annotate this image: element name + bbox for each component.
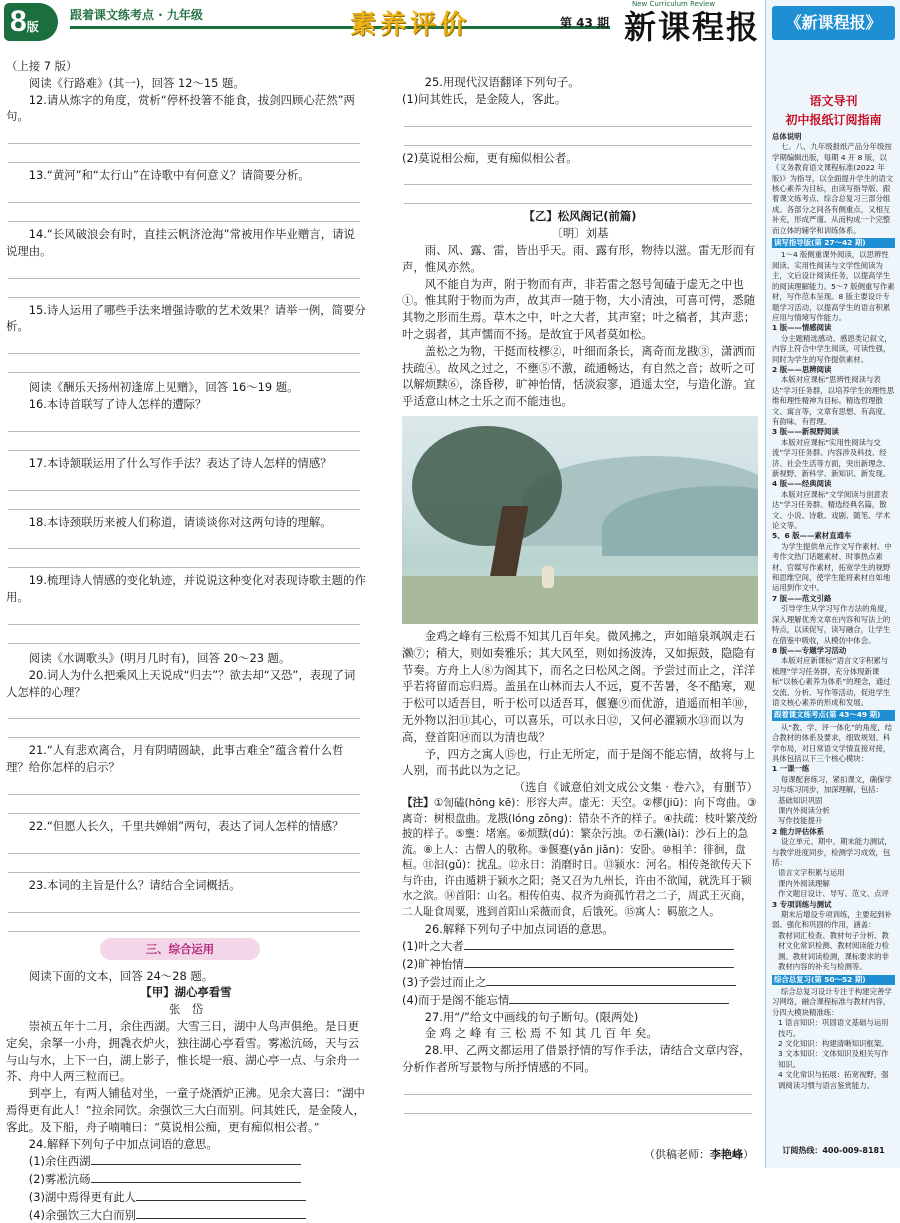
question-24: 24.解释下列句子中加点词语的意思。 (28, 1136, 218, 1151)
sidebar-text: 设立单元、期中、期末能力测试，与教学进度同步，检测学习成效，包括： (772, 837, 892, 868)
answer-line[interactable] (8, 354, 360, 373)
overview-text: 七、八、九年级报纸产品分年级按学期编辑出版，每期 4 开 8 版，以《义务教育语文课程标准(2022 年版)》为指导，以全面提升学生的语文核心素养为目标，由读写指导版、跟着课文练考点、综合总复习三部分组成。各部分之间各有侧重点，又相互补充，形成严谨、从而构成一个完整而立体的辅学和训练体系。 (772, 142, 894, 235)
question-25: 25.用现代汉语翻译下列句子。 (424, 75, 580, 89)
passage-yi-title: 【乙】松风阁记(前篇) (523, 209, 637, 224)
question-14: 14.“长风破浪会有时，直挂云帆济沧海”常被用作毕业赠言，请说说理由。 (6, 226, 355, 258)
answer-line[interactable] (8, 413, 360, 432)
question-20: 20.词人为什么把乘风上天说成“归去”？欲去却“又恐”，表现了词人怎样的心理？ (6, 667, 356, 699)
q26-item-2 (402, 955, 758, 973)
q24-item-2 (6, 1170, 366, 1188)
sidebar-text: 为学生提供单元作文写作素材、中考作文热门话题素材、时事热点素材、官媒写作素材，拓宽学生的视野和思维空间，使学生能将素材自如地运用到作文中。 (772, 541, 892, 593)
answer-line[interactable] (404, 127, 752, 146)
passage-jia-p2: 到亭上，有两人铺毡对坐，一童子烧酒炉正沸。见余大喜曰：“湖中焉得更有此人！”拉余同饮。余强饮三大白而别。问其姓氏，是金陵人，客此。及下船，舟子喃喃曰：“莫说相公痴，更有痴似相公者。” (6, 1086, 365, 1134)
answer-blank[interactable] (486, 973, 736, 986)
sidebar-subhead: 3 版——新视野阅读 (772, 427, 839, 437)
answer-line[interactable] (8, 549, 360, 568)
sidebar-subhead: 1 一课一练 (772, 764, 810, 774)
q25-item-1: (1)问其姓氏，是金陵人，客此。 (402, 91, 567, 106)
sidebar-subhead: 4 版——经典阅读 (772, 479, 832, 489)
overview-label: 总体说明 (772, 132, 802, 141)
q26-item-text: (1)叶之大者 (402, 939, 464, 954)
answer-line[interactable] (8, 854, 360, 873)
passage-yi-p4: 金鸡之峰有三松焉不知其几百年矣。微风拂之，声如暗泉飒飒走石濑⑦；稍大，则如奏雅乐；其大风至，则如扬波涛，又如振鼓，隐隐有节奏。方舟上人⑧为阁其下，而名之曰松风之阁。予尝过而止之，洋洋乎若将留而忘归焉。盖虽在山林而去人不远，夏不苦暑，冬不酷寒，观于松可以适吾目，听于松可以适吾耳，偃蹇⑨而优游，逍遥而相羊⑩，无外物以汩⑪其心，可以喜乐，可以永日⑫，又何必濯颍水⑬而以为高，登首阳⑭而以为清也哉？ (402, 628, 756, 744)
reading-intro-4: 阅读下面的文本，回答 24～28 题。 (28, 968, 214, 983)
answer-blank[interactable] (136, 1188, 306, 1201)
answer-line[interactable] (404, 166, 752, 185)
answer-blank[interactable] (136, 1206, 306, 1219)
answer-line[interactable] (8, 835, 360, 854)
answer-line[interactable] (404, 185, 752, 204)
answer-line[interactable] (8, 432, 360, 451)
pine-canopy (412, 426, 562, 546)
passage-jia-author: 张 岱 (168, 1002, 204, 1017)
figure-shape (542, 566, 554, 588)
answer-blank[interactable] (464, 955, 734, 968)
question-13: 13.“黄河”和“太行山”在诗歌中有何意义？请简要分析。 (28, 168, 310, 183)
question-27: 27.用“/”给文中画线的句子断句。(限两处) (424, 1009, 639, 1024)
sidebar-text: 1～4 版侧重课外阅读，以思辨性阅读、实用性阅读与文学性阅读为主，文后设计阅读任务，以提高学生的阅读理解能力。5～7 版侧重写作素材，写作范本呈现。8 版主要设计专题学习活动，以提高学生的语言积累应用与情境写作能力。 (772, 250, 895, 322)
signature-name: 李艳峰 (710, 1148, 743, 1161)
signature-prefix: （供稿老师： (644, 1148, 710, 1161)
answer-line[interactable] (404, 1095, 752, 1114)
question-12: 12.请从炼字的角度，赏析“停杯投箸不能食，拔剑四顾心茫然”两句。 (6, 92, 355, 124)
question-23: 23.本词的主旨是什么？请结合全词概括。 (28, 877, 241, 892)
q26-item-text: (3)予尝过而止之 (402, 975, 487, 990)
sidebar-bullet: 4 文化常识与拓展：拓宽视野，强调阅读习惯与语言鉴赏能力。 (778, 1070, 889, 1090)
sidebar-bullet: 3 文本知识：文体知识及相关写作知识。 (778, 1049, 889, 1069)
passage-jia-title: 【甲】湖心亭看雪 (140, 985, 232, 1000)
sidebar-text: 期末后增设专项训练，主要起到补弱、强化和巩固的作用，涵盖： (772, 910, 892, 930)
q24-item-text: (4)余强饮三大白而别 (28, 1207, 137, 1222)
answer-blank[interactable] (91, 1170, 301, 1183)
notes (402, 796, 758, 921)
sidebar-bullet: 教材词汇检查、教材句子分析、教材文化常识检测、教材阅读能力检测、教材词读检测，课标要求的非教材内容的补充与检测等。 (778, 930, 889, 972)
sidebar-subhead: 8 版——专题学习活动 (772, 645, 847, 655)
page-number: 8 (10, 5, 27, 38)
brand-english: New Curriculum Review (632, 0, 716, 8)
sidebar-text: 综合总复习设计专注于构建完善学习网络，融合课程标准与教材内容，分四大模块精准练： (772, 986, 892, 1017)
right-column (402, 74, 758, 1114)
passage-yi-author: 〔明〕刘基 (551, 226, 609, 241)
page-suffix: 版 (26, 20, 39, 34)
answer-line[interactable] (8, 144, 360, 163)
answer-line[interactable] (8, 795, 360, 814)
issue-number: 第 43 期 (560, 16, 610, 30)
answer-line[interactable] (8, 606, 360, 625)
sidebar-text: 本版对应课标“实用性阅读与交流”学习任务群。内容涉及科技、经济、社会生活等方面，突出新理念、新视野、新科学、新知识、新发现。 (772, 437, 891, 478)
sidebar-bullet: 2 文化知识：构建清晰知识框架。 (778, 1038, 889, 1048)
header-rule (70, 26, 610, 29)
q26-item-3 (402, 973, 758, 991)
q24-item-text: (3)湖中焉得更有此人 (28, 1189, 137, 1204)
answer-line[interactable] (8, 776, 360, 795)
q24-item-4 (6, 1206, 366, 1223)
q26-item-1 (402, 937, 758, 955)
sidebar-subhead: 7 版——范文引路 (772, 593, 832, 603)
sidebar-bullet: 课内外阅读理解 (778, 878, 830, 888)
answer-line[interactable] (8, 125, 360, 144)
passage-jia-p1: 崇祯五年十二月，余住西湖。大雪三日，湖中人鸟声俱绝。是日更定矣，余拏一小舟，拥毳衣炉火，独往湖心亭看雪。雾凇沆砀，天与云与山与水，上下一白，湖上影子，惟长堤一痕、湖心亭一点、与余舟一芥、舟中人两三粒而已。 (6, 1018, 360, 1084)
sidebar-title-1: 语文导刊 (809, 94, 858, 108)
page-number-badge (4, 3, 58, 41)
q25-item-2: (2)莫说相公痴，更有痴似相公者。 (402, 150, 578, 165)
answer-line[interactable] (8, 700, 360, 719)
reading-intro-3: 阅读《水调歌头》(明月几时有)，回答 20～23 题。 (28, 650, 291, 665)
subscription-hotline: 订阅热线：400-009-8181 (782, 1146, 885, 1155)
sidebar-body (772, 132, 895, 1091)
answer-line[interactable] (8, 184, 360, 203)
reading-intro-1: 阅读《行路难》(其一)，回答 12～15 题。 (28, 75, 245, 90)
answer-line[interactable] (8, 491, 360, 510)
question-26: 26.解释下列句子中加点词语的意思。 (424, 921, 614, 936)
answer-line[interactable] (8, 530, 360, 549)
signature-suffix: ） (743, 1148, 754, 1161)
passage-yi-p5: 予，四方之寓人⑮也，行止无所定，而于是阁不能忘情，故将与上人别，而书此以为之记。 (402, 746, 756, 778)
sidebar-subhead: 5、6 版——素材直通车 (772, 531, 852, 541)
sidebar-header: 《新课程报》 (772, 6, 895, 40)
answer-line[interactable] (8, 894, 360, 913)
question-16: 16.本诗首联写了诗人怎样的遭际？ (28, 396, 207, 411)
q26-item-text: (2)旷神怡情 (402, 957, 464, 972)
q24-item-1 (6, 1152, 366, 1170)
answer-line[interactable] (8, 279, 360, 298)
question-18: 18.本诗颈联历来被人们称道，请谈谈你对这两句诗的理解。 (28, 514, 332, 529)
sidebar-text: 从“教、学、评一体化”的角度，结合教材的体系及要求，细致规划、科学布局，对日常语文学情直接对接，具体包括以下三个核心模块： (772, 722, 893, 763)
sidebar-bar-3: 综合总复习(第 50～52 期) (772, 975, 895, 985)
sidebar-bullet: 1 语言知识：巩固语文基础与运用技巧。 (778, 1018, 889, 1038)
sidebar-text: 本版对应新课标“语言文字积累与梳理”学习任务群，充分体现新课标“以核心素养为体系”的理念，通过交流、分析、写作等活动，促进学生语文核心素养的形成和发展。 (772, 656, 891, 707)
reading-intro-2: 阅读《酬乐天扬州初逢席上见赠》，回答 16～19 题。 (28, 380, 299, 395)
answer-line[interactable] (8, 260, 360, 279)
subscription-sidebar (765, 0, 900, 1168)
answer-line[interactable] (8, 625, 360, 644)
brand-title: 新课程报 (624, 8, 761, 46)
answer-blank[interactable] (509, 991, 729, 1004)
answer-line[interactable] (8, 203, 360, 222)
passage-yi-p1: 雨、风、露、雷，皆出乎天。雨、露有形，物待以滋。雷无形而有声，惟风亦然。 (402, 242, 756, 274)
passage-yi-p3: 盖松之为物，干挺而枝樛②，叶细而条长，离奇而龙戡③，潇洒而扶疏④。故风之过之，不壅⑤不激，疏通畅达，有自然之音；故听之可以解烦黩⑥，涤昏秽，旷神怡情，恬淡寂寥，逍遥太空，与造化游。宜乎适意山林之士乐之而不能违也。 (402, 343, 756, 409)
notes-label: 【注】 (402, 796, 434, 809)
q26-item-4 (402, 991, 758, 1009)
q27-sentence: 金 鸡 之 峰 有 三 松 焉 不 知 其 几 百 年 矣。 (424, 1026, 658, 1041)
sidebar-bullet: 基础知识巩固 (778, 795, 823, 805)
passage-yi-p2: 风不能自为声，附于物而有声，非若雷之怒号訇磕于虚无之中也①。惟其附于物而为声，故其声一随于物，大小清浊，可喜可愕，悉随其物之形而生焉。草木之中，叶之大者，其声窒；叶之稿者，其声悲；叶之弱者，其声懦而不扬。是故宜于风者莫如松。 (402, 276, 756, 341)
sidebar-text: 本版对应课标“文学阅读与创意表达”学习任务群。精选经典名篇，散文、小说、诗歌、戏剧、随笔、学术论文等。 (772, 489, 891, 531)
sidebar-bullet: 语言文字积累与运用 (778, 868, 845, 878)
q24-item-3 (6, 1188, 366, 1206)
sidebar-text: 本版对应课标“思辨性阅读与表达”学习任务群，以培养学生的理性思维和理性精神为目标。精选哲理散文、寓言等，文章有思想、有高度、有韵味、有哲理。 (772, 375, 895, 426)
sidebar-bullet: 作文题目设计、导写、范文、点评 (778, 889, 889, 899)
question-15: 15.诗人运用了哪些手法来增强诗歌的艺术效果？请举一例，简要分析。 (6, 302, 366, 334)
answer-line[interactable] (8, 335, 360, 354)
answer-line[interactable] (8, 472, 360, 491)
answer-blank[interactable] (91, 1152, 301, 1165)
section-heading-3: 三、综合运用 (100, 938, 260, 960)
question-19: 19.梳理诗人情感的变化轨迹，并说说这种变化对表现诗歌主题的作用。 (6, 573, 366, 605)
left-column (6, 58, 366, 1223)
pine-landscape-painting (402, 416, 758, 624)
q24-item-text: (2)雾凇沆砀 (28, 1172, 91, 1187)
contributor-signature (644, 1146, 754, 1162)
passage-source: （选自《诚意伯刘文成公文集 · 卷六》，有删节） (513, 780, 758, 795)
answer-line[interactable] (8, 913, 360, 932)
answer-line[interactable] (404, 1076, 752, 1095)
question-21: 21.“人有悲欢离合，月有阴晴圆缺，此事古难全”蕴含着什么哲理？给你怎样的启示？ (6, 743, 344, 775)
sidebar-bullet: 写作技能提升 (778, 816, 823, 826)
sidebar-subhead: 2 版——思辨阅读 (772, 364, 832, 374)
section-title: 素养评价 (350, 10, 471, 40)
sidebar-bullet: 课内外阅读分析 (778, 806, 830, 815)
question-17: 17.本诗颔联运用了什么写作手法？表达了诗人怎样的情感？ (28, 455, 332, 470)
answer-blank[interactable] (464, 937, 734, 950)
sidebar-text: 分主题精选感动、感恩类记叙文，内容上符合中学生阅读，可读性强，同时为学生的写作提供素材。 (772, 333, 892, 364)
header-subtitle: 跟着课文练考点 · 九年级 (70, 8, 203, 22)
sidebar-title-2: 初中报纸订阅指南 (785, 113, 882, 127)
sidebar-subhead: 3 专项训练与测试 (772, 899, 832, 909)
continued-note: （上接 7 版） (6, 59, 78, 73)
sidebar-bar-2: 跟着课文练考点(第 43～49 期) (772, 710, 895, 720)
sidebar-subhead: 1 版——情感阅读 (772, 323, 832, 333)
sidebar-text: 引导学生从学习写作方法的角度，深入理解优秀文章在内容和写法上的特点，以读促写，读写融合，让学生在借鉴中吸收，从模仿中体会。 (772, 604, 892, 645)
sidebar-bar-1: 读写指导版(第 27～42 期) (772, 238, 895, 248)
shore-shape (402, 576, 758, 624)
question-22: 22.“但愿人长久，千里共婵娟”两句，表达了词人怎样的情感？ (28, 818, 344, 833)
sidebar-subhead: 2 能力评估体系 (772, 826, 825, 836)
q26-item-text: (4)而于是阁不能忘情 (402, 992, 510, 1007)
question-28: 28.甲、乙两文都运用了借景抒情的写作手法，请结合文章内容，分析作者所写景物与所抒情感的不同。 (402, 1043, 751, 1075)
answer-line[interactable] (8, 719, 360, 738)
sidebar-text: 每课配套练习，紧扣课文，确保学习与练习同步，加深理解，包括： (772, 774, 892, 795)
notes-text: ①訇磕(hōng kē)：形容大声。虚无：天空。②樛(jiū)：向下弯曲。③离奇：树根盘曲。龙戡(lóng zǒng)：错杂不齐的样子。④扶疏：枝叶繁茂纷披的样子。⑤壅：堵塞。⑥烦黩(dú)：繁杂污浊。⑦石濑(lài)：沙石上的急流。⑧上人：古僧人的敬称。⑨偃蹇(yǎn jiǎn)：安卧。⑩相羊：徘徊，盘桓。⑪汩(gǔ)：扰乱。⑫永日：消磨时日。⑬颍水：河名。相传尧欲传天下与许由，许由遁耕于颍水之阳；尧又召为九州长，许由不欲闻，就洗耳于颍水之滨。⑭首阳：山名。相传伯夷、叔齐为商孤竹君之二子，周武王灭商，二人耻食周粟，逃到首阳山采薇而食，后饿死。⑮寓人：羁旅之人。 (402, 796, 758, 919)
q24-item-text: (1)余住西湖 (28, 1154, 91, 1169)
answer-line[interactable] (404, 108, 752, 127)
